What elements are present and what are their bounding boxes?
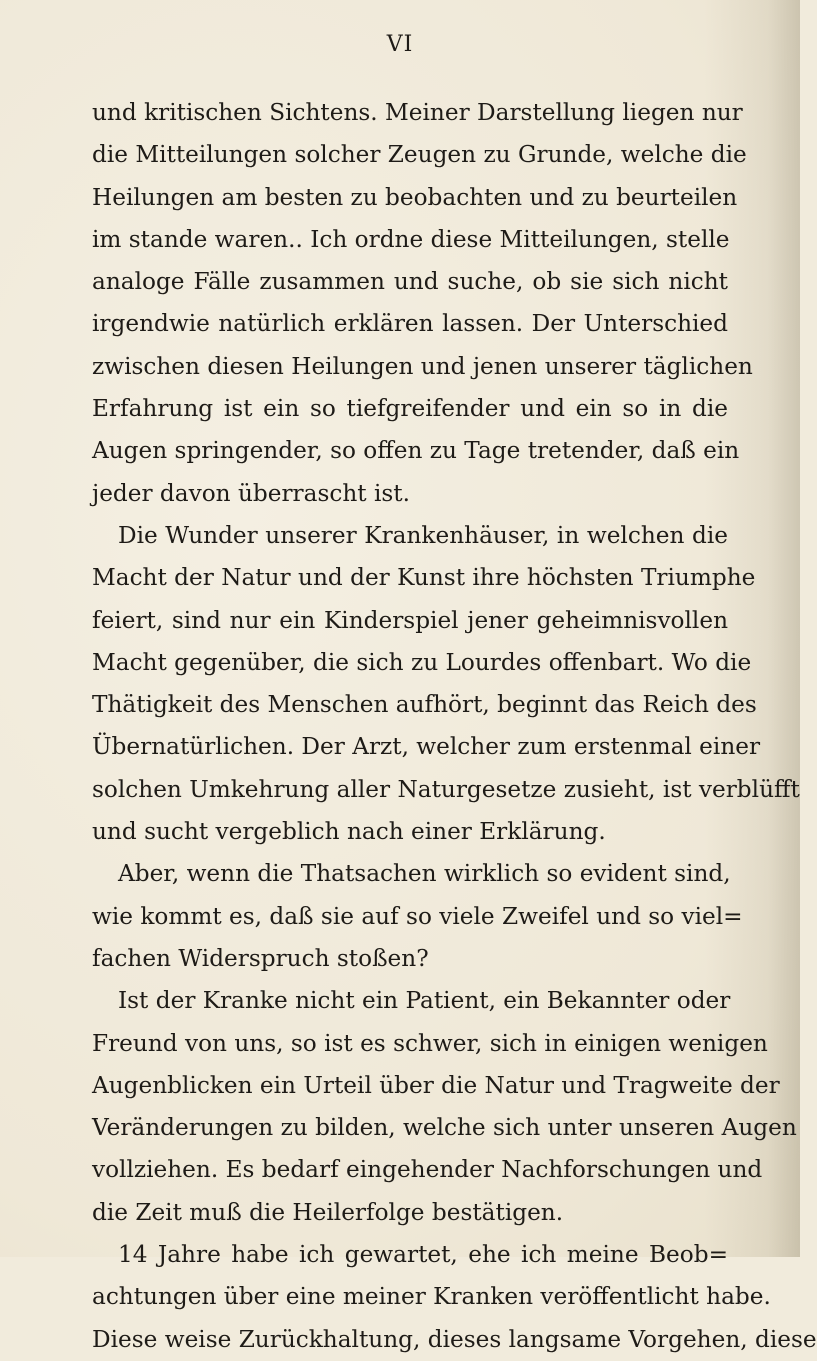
text-line: achtungen über eine meiner Kranken veröffentlicht habe. xyxy=(92,1283,771,1311)
text-line: Augenblicken ein Urteil über die Natur und Tragweite der xyxy=(92,1071,780,1099)
text-line: Augen springender, so offen zu Tage tretender, daß ein xyxy=(92,437,740,465)
text-line: Ist der Kranke nicht ein Patient, ein Bekannter oder xyxy=(118,987,731,1015)
text-line: die Mitteilungen solcher Zeugen zu Grunde, welche die xyxy=(92,141,747,169)
body-text xyxy=(92,92,817,1361)
text-line: solchen Umkehrung aller Naturgesetze zusieht, ist verblüfft xyxy=(92,775,800,803)
text-line: Diese weise Zurückhaltung, dieses langsame Vorgehen, diese xyxy=(92,1325,817,1353)
text-line: Macht gegenüber, die sich zu Lourdes offenbart. Wo die xyxy=(92,648,752,676)
text-line: 14 Jahre habe ich gewartet, ehe ich meine Beob= xyxy=(118,1241,728,1269)
text-line: Macht der Natur und der Kunst ihre höchsten Triumphe xyxy=(92,564,756,592)
text-line: zwischen diesen Heilungen und jenen unserer täglichen xyxy=(92,352,753,380)
text-line: wie kommt es, daß sie auf so viele Zweifel und so viel= xyxy=(92,902,743,930)
text-line: und sucht vergeblich nach einer Erklärung. xyxy=(92,818,606,846)
text-line: Erfahrung ist ein so tiefgreifender und ein so in die xyxy=(92,395,728,423)
text-line: jeder davon überrascht ist. xyxy=(92,479,410,507)
text-line: Thätigkeit des Menschen aufhört, beginnt das Reich des xyxy=(92,691,757,719)
text-line: und kritischen Sichtens. Meiner Darstellung liegen nur xyxy=(92,99,743,126)
text-line: Veränderungen zu bilden, welche sich unter unseren Augen xyxy=(92,1114,797,1142)
text-line: Aber, wenn die Thatsachen wirklich so evident sind, xyxy=(118,860,731,888)
text-line: Die Wunder unserer Krankenhäuser, in welchen die xyxy=(118,521,728,549)
text-line: im stande waren.. Ich ordne diese Mitteilungen, stelle xyxy=(92,225,730,253)
text-line: vollziehen. Es bedarf eingehender Nachforschungen und xyxy=(92,1156,763,1184)
text-line: feiert, sind nur ein Kinderspiel jener geheimnisvollen xyxy=(92,606,728,634)
text-line: analoge Fälle zusammen und suche, ob sie sich nicht xyxy=(92,268,728,296)
text-line: Heilungen am besten zu beobachten und zu beurteilen xyxy=(92,183,738,211)
text-line: Freund von uns, so ist es schwer, sich in einigen wenigen xyxy=(92,1029,768,1057)
text-line: die Zeit muß die Heilerfolge bestätigen. xyxy=(92,1198,564,1226)
text-line: Übernatürlichen. Der Arzt, welcher zum erstenmal einer xyxy=(92,733,761,761)
text-line: fachen Widerspruch stoßen? xyxy=(92,944,429,972)
page-number: VI xyxy=(386,32,414,57)
text-line: irgendwie natürlich erklären lassen. Der Unterschied xyxy=(92,310,728,338)
